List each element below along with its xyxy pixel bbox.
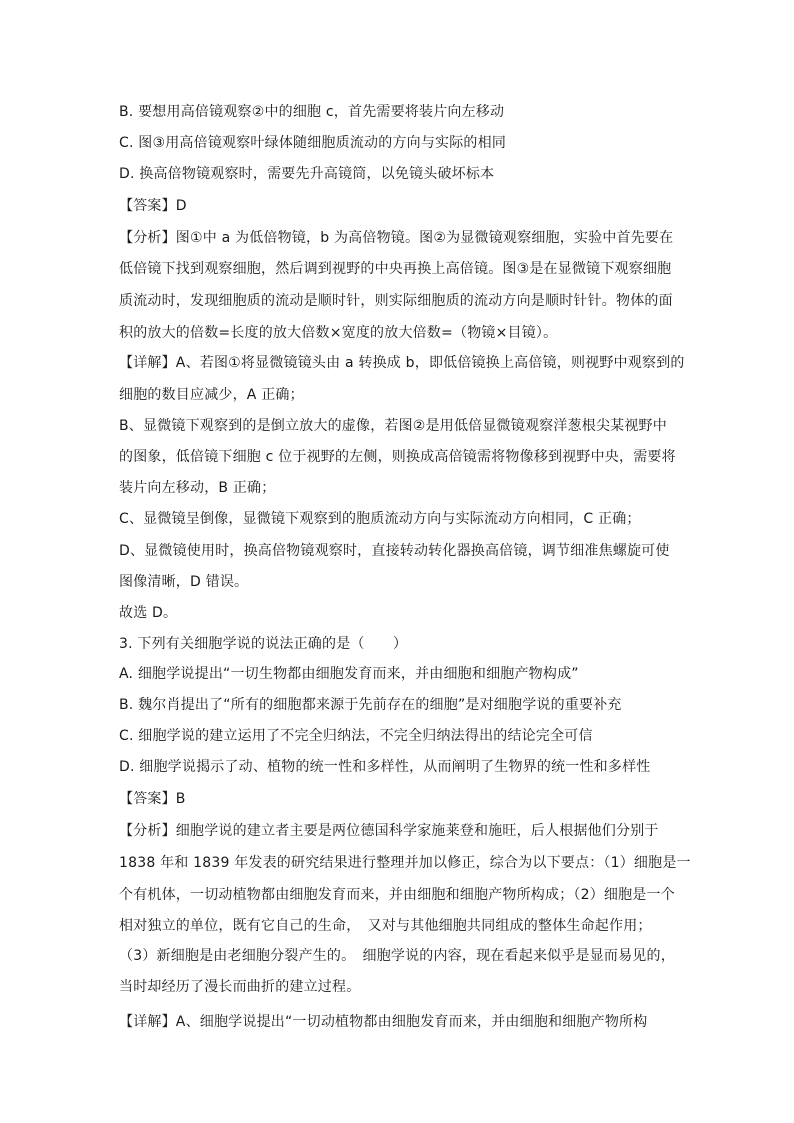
- question-3-option-d: D. 细胞学说揭示了动、植物的统一性和多样性，从而阐明了生物界的统一性和多样性: [119, 759, 651, 775]
- question-3-option-b: B. 魏尔肖提出了“所有的细胞都来源于先前存在的细胞”是对细胞学说的重要补充: [119, 697, 622, 713]
- question-3-option-c: C. 细胞学说的建立运用了不完全归纳法，不完全归纳法得出的结论完全可信: [119, 728, 593, 744]
- analysis-line: 【分析】图①中 a 为低倍物镜，b 为高倍物镜。图②为显微镜观察细胞，实验中首先要在: [119, 230, 674, 246]
- analysis-line: 当时却经历了漫长而曲折的建立过程。: [119, 979, 361, 995]
- conclusion-line: 故选 D。: [119, 605, 178, 621]
- analysis-line: 1838 年和 1839 年发表的研究结果进行整理并加以修正，综合为以下要点：（1）细胞是一: [119, 855, 691, 871]
- detail-line: 细胞的数目应减少，A 正确；: [119, 387, 304, 403]
- detail-line: 【详解】A、若图①将显微镜镜头由 a 转换成 b，即低倍镜换上高倍镜，则视野中观察到的: [119, 355, 685, 371]
- option-b-text: B. 要想用高倍镜观察②中的细胞 c，首先需要将装片向左移动: [119, 104, 505, 120]
- option-d-text: D. 换高倍物镜观察时，需要先升高镜筒，以免镜头破坏标本: [119, 166, 495, 182]
- analysis-line: （3）新细胞是由老细胞分裂产生的。 细胞学说的内容，现在看起来似乎是显而易见的，: [119, 948, 675, 964]
- question-3-option-a: A. 细胞学说提出“一切生物都由细胞发育而来，并由细胞和细胞产物构成”: [119, 666, 579, 682]
- option-c-text: C. 图③用高倍镜观察叶绿体随细胞质流动的方向与实际的相同: [119, 135, 507, 151]
- detail-line: C、显微镜呈倒像，显微镜下观察到的胞质流动方向与实际流动方向相同，C 正确；: [119, 511, 641, 527]
- analysis-line: 相对独立的单位，既有它自己的生命， 又对与其他细胞共同组成的整体生命起作用；: [119, 918, 652, 934]
- analysis-line: 个有机体，一切动植物都由细胞发育而来，并由细胞和细胞产物所构成；（2）细胞是一个: [119, 887, 675, 903]
- answer-line: 【答案】B: [119, 791, 186, 807]
- detail-line: 图像清晰，D 错误。: [119, 574, 249, 590]
- analysis-line: 积的放大的倍数=长度的放大倍数×宽度的放大倍数=（物镜×目镜）。: [119, 325, 558, 341]
- answer-line: 【答案】D: [119, 198, 187, 214]
- analysis-line: 【分析】细胞学说的建立者主要是两位德国科学家施莱登和施旺，后人根据他们分别于: [119, 823, 659, 839]
- detail-line: D、显微镜使用时，换高倍物镜观察时，直接转动转化器换高倍镜，调节细准焦螺旋可使: [119, 543, 670, 559]
- question-3-stem: 3. 下列有关细胞学说的说法正确的是（ ）: [119, 636, 408, 652]
- analysis-line: 质流动时，发现细胞质的流动是顺时针，则实际细胞质的流动方向是顺时针针。物体的面: [119, 293, 673, 309]
- detail-line: 的图象，低倍镜下细胞 c 位于视野的左侧，则换成高倍镜需将物像移到视野中央，需要将: [119, 449, 676, 465]
- analysis-line: 低倍镜下找到观察细胞，然后调到视野的中央再换上高倍镜。图③是在显微镜下观察细胞: [119, 261, 672, 277]
- detail-line: 装片向左移动，B 正确；: [119, 480, 276, 496]
- detail-line: 【详解】A、细胞学说提出“一切动植物都由细胞发育而来，并由细胞和细胞产物所构: [119, 1014, 648, 1030]
- detail-line: B、显微镜下观察到的是倒立放大的虚像，若图②是用低倍显微镜观察洋葱根尖某视野中: [119, 418, 667, 434]
